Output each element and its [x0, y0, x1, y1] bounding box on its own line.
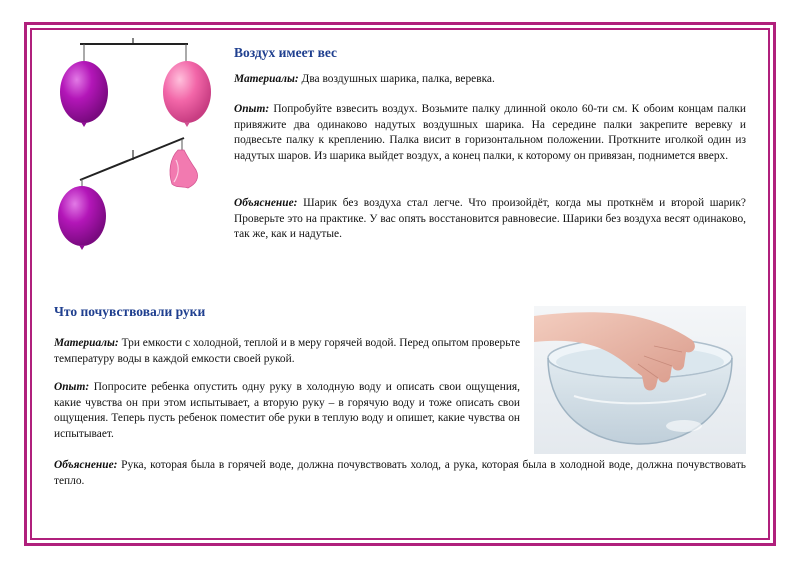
section1-materials	[234, 72, 746, 88]
deflated-balloon	[170, 150, 198, 188]
section2-title: Что почувствовали руки	[54, 304, 206, 319]
section2-materials	[54, 336, 520, 367]
materials-text: Два воздушных шарика, палка, веревка.	[298, 73, 495, 85]
section1-explanation	[234, 196, 746, 243]
experiment-label: Опыт:	[234, 103, 270, 115]
purple-balloon-top	[60, 61, 108, 123]
experiment-text: Попробуйте взвесить воздух. Возьмите палку длинной около 60-ти см. К обоим концам палки привяжите два одинаково надутых воздушных шарика. На середине палки закрепите веревку и подвесьте палку к креплению. Палка висит в горизонтальном положении. Проткните иголкой один из надутых шаров. Из шарика выйдет воздух, а конец палки, к которому он привязан, поднимется вверх.	[234, 103, 746, 162]
explanation-label: Объяснение:	[234, 197, 298, 209]
purple-balloon-bottom	[58, 186, 106, 246]
experiment-label: Опыт:	[54, 381, 90, 393]
materials-label: Материалы:	[234, 73, 299, 85]
section1-experiment	[234, 102, 746, 164]
explanation-text: Рука, которая была в горячей воде, должна почувствовать холод, а рука, которая была в холодной воде, должна почувствовать тепло.	[54, 459, 746, 487]
materials-text: Три емкости с холодной, теплой и в меру горячей водой. Перед опытом проверьте температуру воды в каждой емкости своей рукой.	[54, 337, 520, 365]
experiment-text: Попросите ребенка опустить одну руку в холодную воду и описать свои ощущения, какие чувства он при этом испытывает, а вторую руку – в горячую воду и тоже описать свои ощущения. Теперь пусть ребенок поместит обе руки в теплую воду и опишет, какие чувства он испытывает.	[54, 381, 520, 440]
materials-label: Материалы:	[54, 337, 119, 349]
section1-title: Воздух имеет вес	[234, 45, 338, 60]
section2-experiment	[54, 380, 520, 442]
explanation-text: Шарик без воздуха стал легче. Что произойдёт, когда мы проткнём и второй шарик? Проверьте это на практике. У вас опять восстановится равновесие. Шарики без воздуха весят одинаково, так же, как и надутые.	[234, 197, 746, 241]
pink-balloon-top	[163, 61, 211, 123]
tilted-rod-group	[58, 138, 198, 250]
balanced-rod-group	[60, 38, 211, 127]
explanation-label: Объяснение:	[54, 459, 118, 471]
balloons-illustration	[50, 38, 210, 258]
hand-in-water-photo	[534, 306, 746, 454]
section2-explanation	[54, 458, 746, 489]
